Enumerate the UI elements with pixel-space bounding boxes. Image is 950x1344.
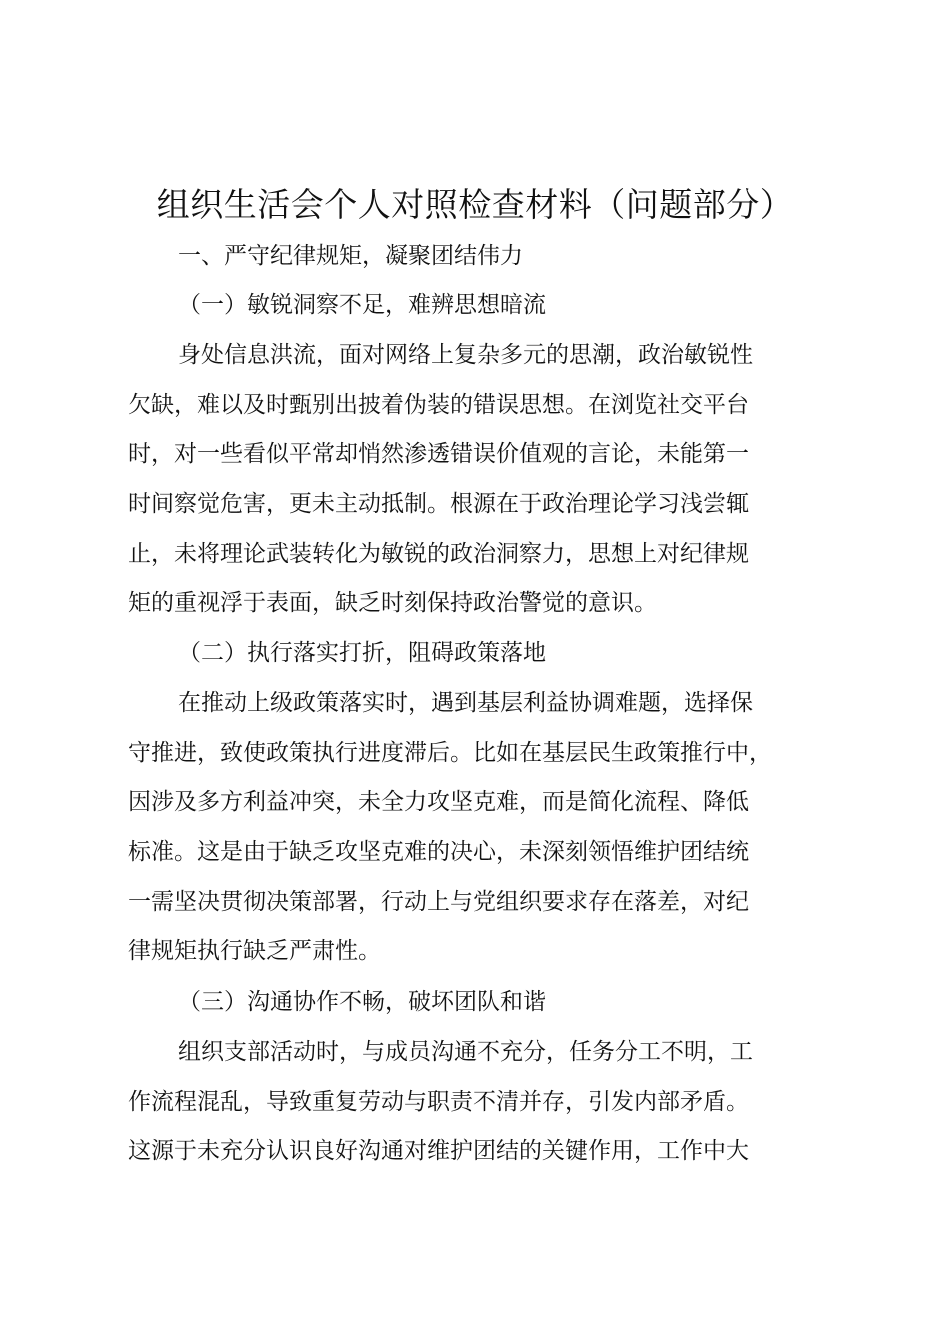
subsection-heading-1: （一）敏锐洞察不足，难辨思想暗流 [178,292,546,318]
paragraph-line: 守推进，致使政策执行进度滞后。比如在基层民生政策推行中， [128,739,772,766]
paragraph-3 [128,1028,828,1177]
paragraph-line: 因涉及多方利益冲突，未全力攻坚克难，而是简化流程、降低 [128,789,749,816]
paragraph-line: 组织支部活动时，与成员沟通不充分，任务分工不明，工 [178,1039,753,1065]
paragraph-line: 标准。这是由于缺乏攻坚克难的决心，未深刻领悟维护团结统 [128,839,749,866]
document-title: 组织生活会个人对照检查材料（问题部分） [156,185,794,224]
paragraph-line: 在推动上级政策落实时，遇到基层利益协调难题，选择保 [178,690,753,716]
paragraph-line: 这源于未充分认识良好沟通对维护团结的关键作用，工作中大 [128,1138,749,1165]
paragraph-line: 时，对一些看似平常却悄然渗透错误价值观的言论，未能第一 [128,441,749,468]
paragraph-line: 止，未将理论武装转化为敏锐的政治洞察力，思想上对纪律规 [128,540,749,567]
subsection-heading-2: （二）执行落实打折，阻碍政策落地 [178,640,546,666]
paragraph-line: 律规矩执行缺乏严肃性。 [128,938,381,965]
paragraph-1 [128,331,828,629]
paragraph-line: 欠缺，难以及时甄别出披着伪装的错误思想。在浏览社交平台 [128,391,749,418]
section-heading: 一、严守纪律规矩，凝聚团结伟力 [178,243,523,269]
paragraph-line: 时间察觉危害，更未主动抵制。根源在于政治理论学习浅尝辄 [128,491,749,518]
paragraph-line: 一需坚决贯彻决策部署，行动上与党组织要求存在落差，对纪 [128,888,749,915]
paragraph-line: 身处信息洪流，面对网络上复杂多元的思潮，政治敏锐性 [178,342,753,368]
paragraph-line: 矩的重视浮于表面，缺乏时刻保持政治警觉的意识。 [128,590,657,617]
subsection-heading-3: （三）沟通协作不畅，破坏团队和谐 [178,989,546,1015]
paragraph-2 [128,679,828,977]
paragraph-line: 作流程混乱，导致重复劳动与职责不清并存，引发内部矛盾。 [128,1088,749,1115]
